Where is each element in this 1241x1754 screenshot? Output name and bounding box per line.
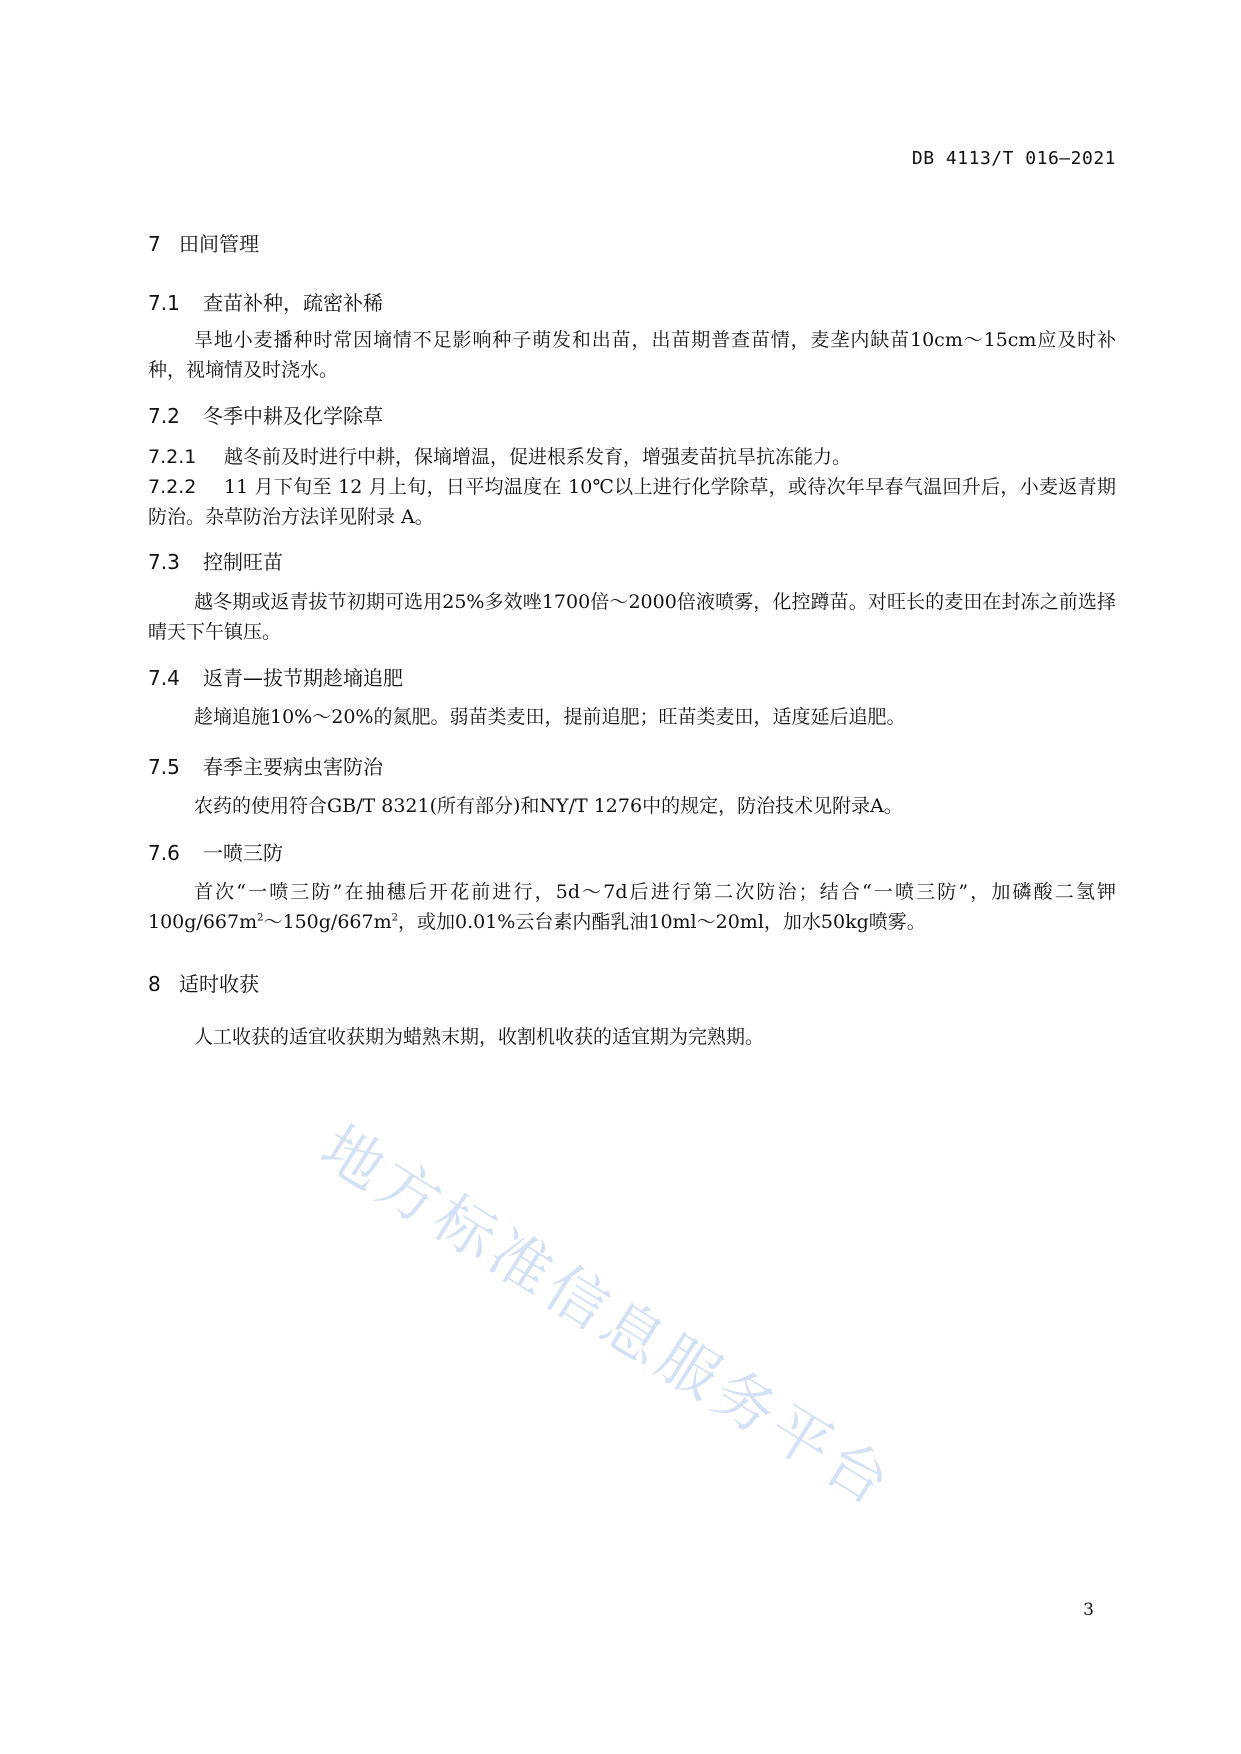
section-7-6-paragraph <box>148 877 1116 937</box>
superscript: 2 <box>391 912 398 924</box>
clause-text: 11 月下旬至 12 月上旬，日平均温度在 10℃以上进行化学除草，或待次年早春气温回升后，小麦返青期防治。杂草防治方法详见附录 A。 <box>148 476 1116 528</box>
section-8-heading <box>148 968 259 997</box>
section-title: 春季主要病虫害防治 <box>203 755 383 779</box>
section-number: 8 <box>148 972 161 996</box>
section-number: 7.3 <box>148 550 180 574</box>
section-7-1-paragraph: 旱地小麦播种时常因墒情不足影响种子萌发和出苗，出苗期普查苗情，麦垄内缺苗10cm～15cm应及时补种，视墒情及时浇水。 <box>148 329 1116 381</box>
paragraph-text: 首次“一喷三防”在抽穗后开花前进行，5d～7d后进行第二次防治；结合“一喷三防”，加磷酸二氢钾100g/667m <box>148 881 1116 933</box>
section-7-6-heading <box>148 837 283 866</box>
clause-number: 7.2.2 <box>148 476 197 498</box>
paragraph-text: ，或加0.01%云台素内酯乳油10ml～20ml，加水50kg喷雾。 <box>398 911 926 933</box>
section-number: 7 <box>148 232 161 256</box>
clause-text: 越冬前及时进行中耕，保墒增温，促进根系发育，增强麦苗抗旱抗冻能力。 <box>224 446 852 468</box>
section-7-1-heading <box>148 287 383 316</box>
section-7-3-heading <box>148 546 283 575</box>
section-7-heading <box>148 228 259 257</box>
section-title: 适时收获 <box>179 972 259 996</box>
superscript: 2 <box>257 912 264 924</box>
section-title: 查苗补种，疏密补稀 <box>203 291 383 315</box>
section-7-2-heading <box>148 400 383 429</box>
section-title: 田间管理 <box>179 232 259 256</box>
section-number: 7.1 <box>148 291 180 315</box>
section-title: 冬季中耕及化学除草 <box>203 404 383 428</box>
section-7-4-heading <box>148 662 403 691</box>
section-number: 7.2 <box>148 404 180 428</box>
page-number: 3 <box>1083 1600 1094 1620</box>
section-title: 一喷三防 <box>203 841 283 865</box>
section-7-3-paragraph: 越冬期或返青拔节初期可选用25%多效唑1700倍～2000倍液喷雾，化控蹲苗。对旺长的麦田在封冻之前选择晴天下午镇压。 <box>148 591 1116 643</box>
watermark: 地方标准信息服务平台 <box>308 1112 906 1522</box>
clause-number: 7.2.1 <box>148 446 197 468</box>
clause-7-2-1 <box>148 442 1116 472</box>
paragraph-text: ～150g/667m <box>263 911 392 933</box>
section-number: 7.4 <box>148 666 180 690</box>
section-title: 控制旺苗 <box>203 550 283 574</box>
section-number: 7.6 <box>148 841 180 865</box>
section-7-5-heading <box>148 751 383 780</box>
document-code: DB 4113/T 016—2021 <box>911 148 1116 169</box>
section-7-5-paragraph: 农药的使用符合GB/T 8321(所有部分)和NY/T 1276中的规定，防治技术见附录A。 <box>194 795 903 817</box>
section-number: 7.5 <box>148 755 180 779</box>
section-title: 返青—拔节期趁墒追肥 <box>203 666 403 690</box>
clause-7-2-2 <box>148 472 1116 532</box>
section-8-paragraph: 人工收获的适宜收获期为蜡熟末期，收割机收获的适宜期为完熟期。 <box>194 1026 765 1048</box>
section-7-4-paragraph: 趁墒追施10%～20%的氮肥。弱苗类麦田，提前追肥；旺苗类麦田，适度延后追肥。 <box>194 706 906 728</box>
